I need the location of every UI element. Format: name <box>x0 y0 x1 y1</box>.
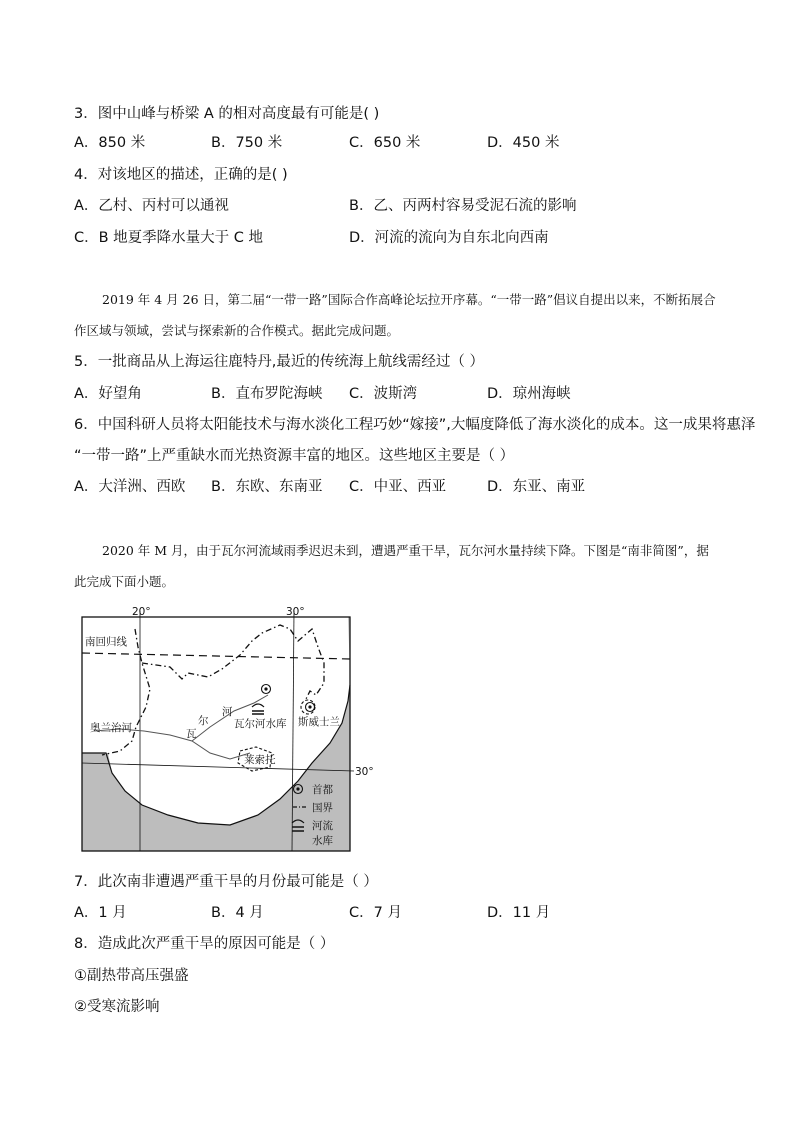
ocean-south-east <box>82 617 350 851</box>
south-africa-map-svg <box>80 603 380 853</box>
q4-stem: 4．对该地区的描述，正确的是( ) <box>74 167 288 183</box>
q8-item-2: ②受寒流影响 <box>74 999 160 1015</box>
q7-option-c: C．7 月 <box>349 905 402 921</box>
tropic-of-capricorn <box>82 653 350 659</box>
south-africa-map <box>80 603 380 853</box>
legend-border: 国界 <box>312 802 333 814</box>
q3-option-b: B．750 米 <box>211 135 283 151</box>
q7-stem: 7．此次南非遭遇严重干旱的月份最可能是（ ） <box>74 874 378 890</box>
q5-option-a: A．好望角 <box>74 386 142 402</box>
q3-option-a: A．850 米 <box>74 135 146 151</box>
q4-option-b: B．乙、丙两村容易受泥石流的影响 <box>349 198 577 214</box>
q5-option-d: D．琼州海峡 <box>487 386 571 402</box>
passage-belt-road: 2019 年 4 月 26 日，第二届“一带一路”国际合作高峰论坛拉开序幕。“一带一路”倡议自提出以来，不断拓展合作区域与领域，尝试与探索新的合作模式。据此完成问题。 <box>74 292 716 338</box>
swaziland-border <box>301 700 315 714</box>
label-swaziland: 斯威士兰 <box>298 716 340 728</box>
q6-option-d: D．东亚、南亚 <box>487 479 586 495</box>
label-tropic: 南回归线 <box>85 636 127 648</box>
label-lesotho: 莱索托 <box>244 754 276 766</box>
q4-option-d: D．河流的流向为自东北向西南 <box>349 230 549 246</box>
reservoir-icon <box>252 704 264 714</box>
passage-south-africa: 2020 年 M 月，由于瓦尔河流域雨季迟迟未到，遭遇严重干旱，瓦尔河水量持续下降。下图是“南非简图”，据此完成下面小题。 <box>74 543 709 589</box>
capital-pretoria-dot <box>264 687 267 690</box>
q3-option-c: C．650 米 <box>349 135 421 151</box>
label-reservoir: 瓦尔河水库 <box>234 718 287 730</box>
legend-capital: 首都 <box>312 784 333 796</box>
label-lon-30: 30° <box>286 606 305 618</box>
border-line <box>102 625 324 755</box>
q6-option-b: B．东欧、东南亚 <box>211 479 323 495</box>
q7-option-b: B．4 月 <box>211 905 264 921</box>
label-river-he: 河 <box>222 706 233 718</box>
label-orange-river: 奥兰治河 <box>90 722 132 734</box>
label-river-er: 尔 <box>198 715 209 727</box>
q5-option-c: C．波斯湾 <box>349 386 418 402</box>
q4-option-c: C．B 地夏季降水量大于 C 地 <box>74 230 264 246</box>
q6-stem-line2: “一带一路”上严重缺水而光热资源丰富的地区。这些地区主要是（ ） <box>74 448 515 464</box>
q4-option-a: A．乙村、丙村可以通视 <box>74 198 229 214</box>
q6-option-c: C．中亚、西亚 <box>349 479 447 495</box>
q8-stem: 8．造成此次严重干旱的原因可能是（ ） <box>74 936 335 952</box>
q3-stem: 3．图中山峰与桥梁 A 的相对高度最有可能是( ) <box>74 106 380 122</box>
q7-option-d: D．11 月 <box>487 905 551 921</box>
label-lat-30: 30° <box>355 766 374 778</box>
capital-mbabane-dot <box>308 705 311 708</box>
q6-option-a: A．大洋洲、西欧 <box>74 479 186 495</box>
legend-river: 河流 <box>312 820 333 832</box>
q7-option-a: A．1 月 <box>74 905 127 921</box>
legend-reservoir: 水库 <box>312 835 333 847</box>
q3-option-d: D．450 米 <box>487 135 560 151</box>
label-river-wa: 瓦 <box>186 728 197 740</box>
q6-stem-line1: 6．中国科研人员将太阳能技术与海水淡化工程巧妙“嫁接”,大幅度降低了海水淡化的成本。这一成果将惠泽 <box>74 417 756 433</box>
q8-item-1: ①副热带高压强盛 <box>74 968 189 984</box>
q5-stem: 5．一批商品从上海运往鹿特丹,最近的传统海上航线需经过（ ） <box>74 354 484 370</box>
label-lon-20: 20° <box>132 606 151 618</box>
q5-option-b: B．直布罗陀海峡 <box>211 386 323 402</box>
